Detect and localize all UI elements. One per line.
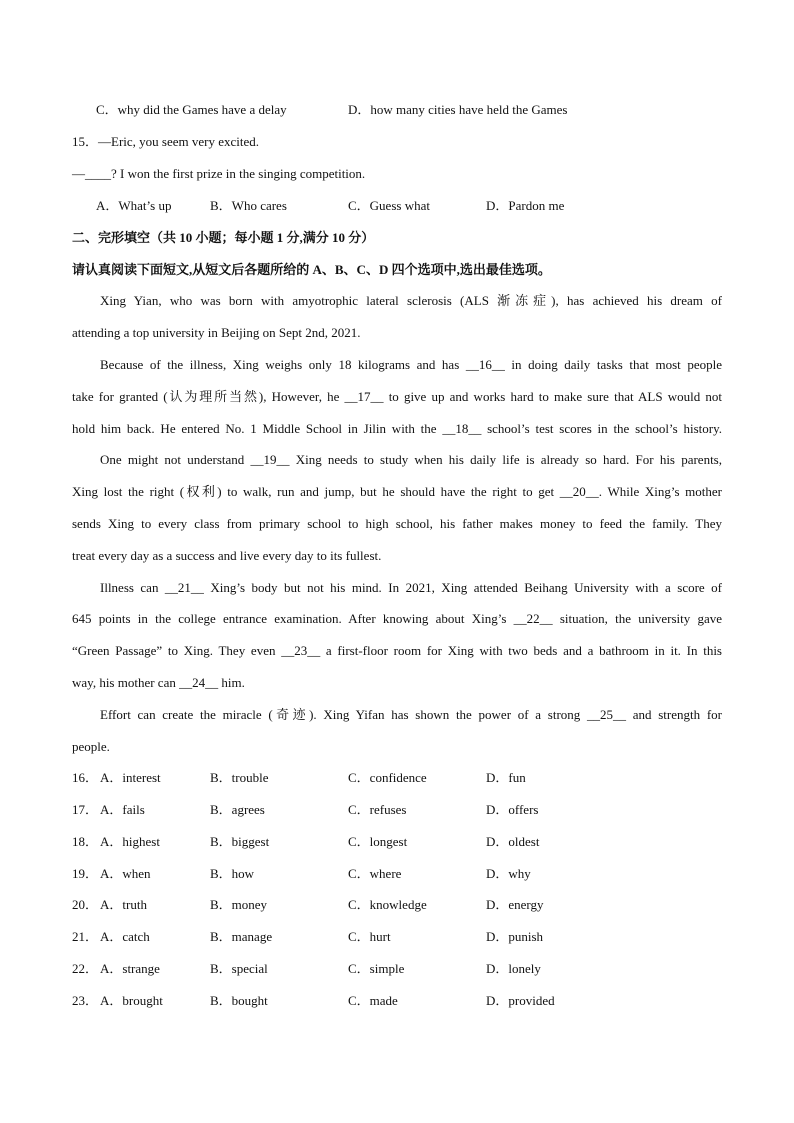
option-b: B．how [210, 866, 255, 881]
passage-line: Xing Yian, who was born with amyotrophic lateral sclerosis (ALS 渐冻症), has achieved his dream of [100, 293, 722, 308]
q15-stem: 15．—Eric, you seem very excited. [72, 134, 259, 149]
option-c: C．simple [348, 961, 405, 976]
option-d: D．provided [486, 993, 555, 1008]
passage-line: Xing lost the right (权利) to walk, run and jump, but he should have the right to get __20__. While Xing’s mother [72, 484, 722, 499]
question-number: 20． [72, 897, 99, 912]
option-d: D．fun [486, 770, 526, 785]
question-number: 23． [72, 993, 99, 1008]
q14-option-c: C．why did the Games have a delay [96, 102, 287, 117]
passage-line: people. [72, 739, 110, 754]
option-b: B．special [210, 961, 268, 976]
q15-reply: —____? I won the first prize in the singing competition. [72, 166, 366, 181]
passage-line: attending a top university in Beijing on Sept 2nd, 2021. [72, 325, 361, 340]
q14-option-d: D．how many cities have held the Games [348, 102, 568, 117]
q15-option-d: D．Pardon me [486, 198, 565, 213]
option-c: C．hurt [348, 929, 391, 944]
option-c: C．confidence [348, 770, 427, 785]
option-c: C．knowledge [348, 897, 427, 912]
passage-line: treat every day as a success and live every day to its fullest. [72, 548, 382, 563]
option-a: A．truth [100, 897, 147, 912]
passage-line: take for granted (认为理所当然), However, he __17__ to give up and works hard to make sure that ALS would not [72, 389, 722, 404]
question-number: 19． [72, 866, 99, 881]
passage-line: hold him back. He entered No. 1 Middle School in Jilin with the __18__ school’s test scores in the school’s history. [72, 421, 722, 436]
option-c: C．longest [348, 834, 408, 849]
option-d: D．energy [486, 897, 544, 912]
option-b: B．bought [210, 993, 268, 1008]
passage-line: “Green Passage” to Xing. They even __23__ a first-floor room for Xing with two beds and a bathroom in it. In this [72, 643, 722, 658]
q15-option-c: C．Guess what [348, 198, 430, 213]
question-number: 16． [72, 770, 99, 785]
option-a: A．catch [100, 929, 150, 944]
option-d: D．why [486, 866, 531, 881]
question-number: 21． [72, 929, 99, 944]
q15-option-b: B．Who cares [210, 198, 287, 213]
option-d: D．lonely [486, 961, 541, 976]
option-a: A．interest [100, 770, 161, 785]
option-b: B．trouble [210, 770, 269, 785]
option-c: C．where [348, 866, 402, 881]
option-a: A．when [100, 866, 151, 881]
option-c: C．refuses [348, 802, 407, 817]
passage-line: Because of the illness, Xing weighs only 18 kilograms and has __16__ in doing daily tasks that most people [100, 357, 722, 372]
option-b: B．money [210, 897, 268, 912]
passage-line: sends Xing to every class from primary school to high school, his father makes money to feed the family. They [72, 516, 722, 531]
question-number: 17． [72, 802, 99, 817]
option-b: B．biggest [210, 834, 270, 849]
option-c: C．made [348, 993, 398, 1008]
option-a: A．strange [100, 961, 160, 976]
option-b: B．manage [210, 929, 273, 944]
section-title: 二、完形填空（共 10 小题；每小题 1 分,满分 10 分） [72, 230, 375, 245]
option-a: A．brought [100, 993, 163, 1008]
option-a: A．fails [100, 802, 145, 817]
option-d: D．oldest [486, 834, 540, 849]
question-number: 18． [72, 834, 99, 849]
passage-line: One might not understand __19__ Xing needs to study when his daily life is already so hard. For his parents, [100, 452, 722, 467]
question-number: 22． [72, 961, 99, 976]
option-d: D．offers [486, 802, 539, 817]
section-instruction: 请认真阅读下面短文,从短文后各题所给的 A、B、C、D 四个选项中,选出最佳选项。 [72, 262, 551, 277]
option-a: A．highest [100, 834, 160, 849]
passage-line: 645 points in the college entrance examination. After knowing about Xing’s __22__ situation, the university gave [72, 611, 722, 626]
q15-option-a: A．What’s up [96, 198, 172, 213]
passage-line: Effort can create the miracle (奇迹). Xing Yifan has shown the power of a strong __25__ and strength for [100, 707, 722, 722]
option-d: D．punish [486, 929, 544, 944]
passage-line: Illness can __21__ Xing’s body but not his mind. In 2021, Xing attended Beihang University with a score of [100, 580, 722, 595]
option-b: B．agrees [210, 802, 265, 817]
passage-line: way, his mother can __24__ him. [72, 675, 245, 690]
